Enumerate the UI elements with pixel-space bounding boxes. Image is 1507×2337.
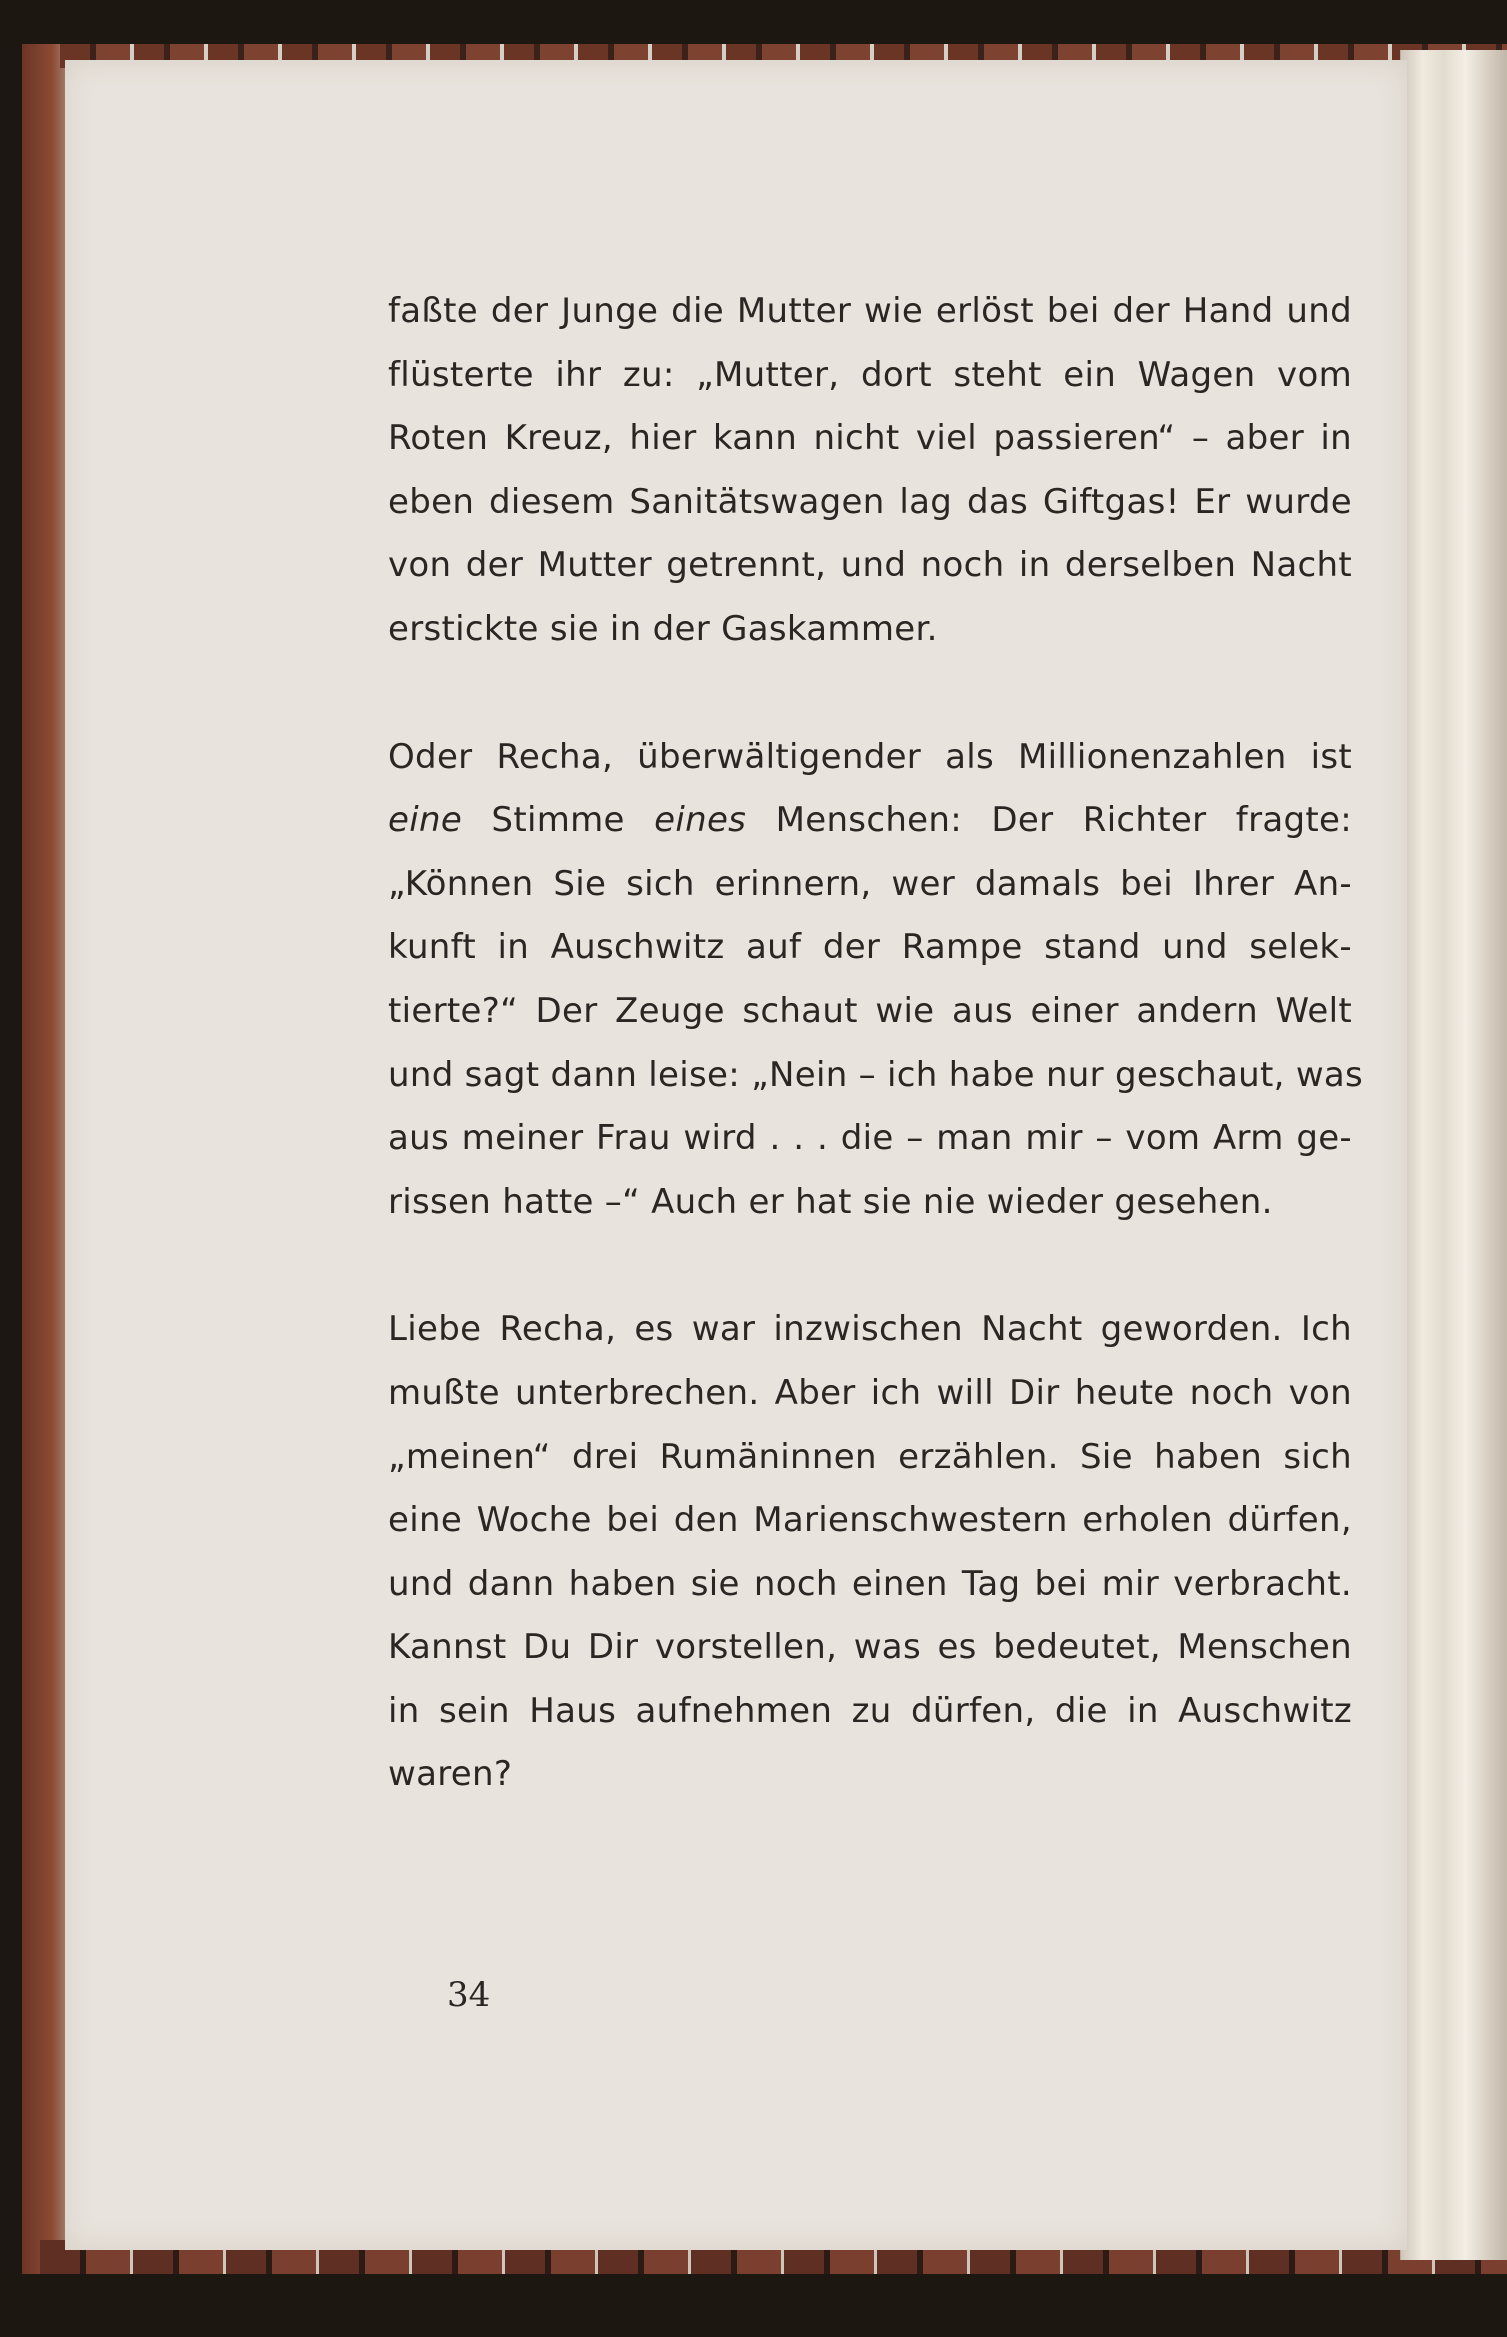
emphasis-eines: eines — [654, 800, 747, 841]
text-line: erstickte sie in der Gaskammer. — [388, 608, 938, 649]
text-line: mußte unterbrechen. Aber ich will Dir heute noch von — [388, 1372, 1352, 1413]
text-line — [388, 789, 1352, 853]
text-line: faßte der Junge die Mutter wie erlöst bei der Hand und — [388, 291, 1352, 331]
text-line: eben diesem Sanitätswagen lag das Giftgas! Er wurde — [388, 481, 1352, 522]
text-line: und dann haben sie noch einen Tag bei mir verbracht. — [388, 1563, 1352, 1604]
text-fragment: Menschen: Der Richter fragte: — [746, 800, 1352, 841]
emphasis-eine: eine — [388, 800, 463, 841]
text-line: tierte?“ Der Zeuge schaut wie aus einer andern Welt — [388, 990, 1352, 1031]
paragraph-3 — [388, 1298, 1352, 1807]
text-line: „Können Sie sich erinnern, wer damals bei Ihrer An- — [388, 863, 1352, 904]
text-line: Liebe Recha, es war inzwischen Nacht geworden. Ich — [388, 1309, 1352, 1350]
text-line: flüsterte ihr zu: „Mutter, dort steht ein Wagen vom — [388, 354, 1352, 395]
page-number: 34 — [447, 1975, 491, 2015]
text-line: Kannst Du Dir vorstellen, was es bedeutet, Menschen — [388, 1627, 1352, 1668]
text-line: eine Woche bei den Marienschwestern erholen dürfen, — [388, 1500, 1352, 1541]
text-line: waren? — [388, 1754, 513, 1795]
text-line: aus meiner Frau wird . . . die – man mir – vom Arm ge- — [388, 1118, 1352, 1159]
text-line: und sagt dann leise: „Nein – ich habe nur geschaut, was — [388, 1054, 1364, 1095]
text-line: „meinen“ drei Rumäninnen erzählen. Sie haben sich — [388, 1436, 1352, 1477]
text-line: Roten Kreuz, hier kann nicht viel passieren“ – aber in — [388, 418, 1352, 459]
text-fragment: Stimme — [462, 800, 655, 841]
text-line: rissen hatte –“ Auch er hat sie nie wieder gesehen. — [388, 1181, 1273, 1222]
text-line: von der Mutter getrennt, und noch in derselben Nacht — [388, 545, 1352, 586]
paragraph-2 — [388, 726, 1364, 1235]
text-line: in sein Haus aufnehmen zu dürfen, die in Auschwitz — [388, 1690, 1352, 1731]
body-text — [388, 280, 1364, 1807]
text-line: kunft in Auschwitz auf der Rampe stand und selek- — [388, 927, 1352, 968]
paragraph-1 — [388, 280, 1352, 662]
page-stack-edge — [1400, 50, 1507, 2260]
text-line: Oder Recha, überwältigender als Millionenzahlen ist — [388, 736, 1352, 777]
